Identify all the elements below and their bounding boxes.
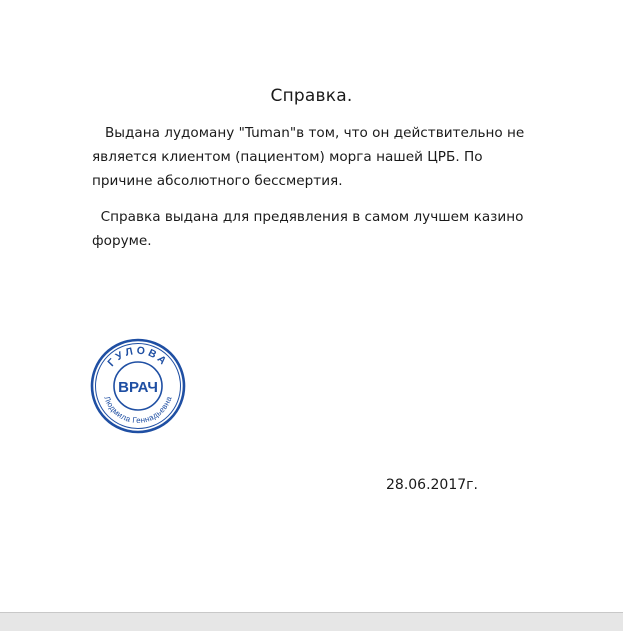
stamp-top-text: ГУЛОВА [105, 344, 171, 370]
paragraph-line: причине абсолютного бессмертия. [92, 173, 343, 189]
purpose-paragraph [92, 205, 542, 253]
stamp-center-text: ВРАЧ [118, 379, 158, 396]
bottom-scroll-bar[interactable] [0, 612, 623, 631]
doctor-stamp [90, 338, 186, 434]
paragraph-line: Справка выдана для предявления в самом лучшем казино [92, 209, 524, 225]
paragraph-line: форуме. [92, 233, 152, 249]
document-title: Справка. [270, 86, 353, 106]
paragraph-line: Выдана лудоману "Tuman"в том, что он действительно не [92, 125, 525, 141]
document-date: 28.06.2017г. [386, 477, 478, 493]
certificate-paragraph [92, 121, 542, 193]
paragraph-line: является клиентом (пациентом) морга нашей ЦРБ. По [92, 149, 483, 165]
stamp-bottom-text: Людмила Геннадьевна [102, 395, 174, 426]
